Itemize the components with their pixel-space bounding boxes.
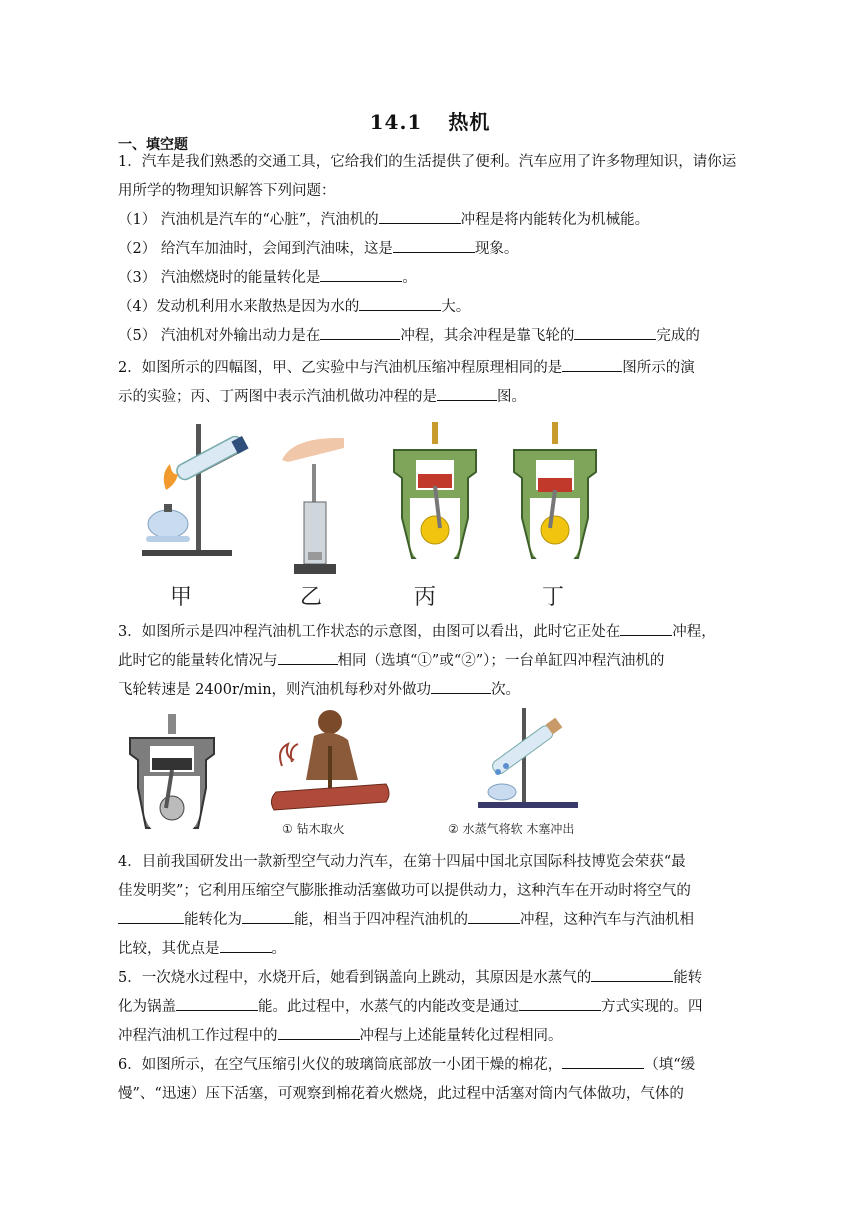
question-6-line-1: 6．如图所示，在空气压缩引火仪的玻璃筒底部放一小团干燥的棉花， （填“缓 xyxy=(118,1051,695,1080)
figure-label-jia: 甲 xyxy=(170,585,193,610)
answer-blank[interactable] xyxy=(393,237,475,253)
question-3-line-1: 3．如图所示是四冲程汽油机工作状态的示意图，由图可以看出，此时它正处在 冲程， xyxy=(118,618,716,647)
answer-blank[interactable] xyxy=(437,385,497,401)
figure-caption-2: ② 水蒸气将软 木塞冲出 xyxy=(448,822,575,836)
question-1-sub-1: （1） 汽油机是汽车的“心脏”，汽油机的 冲程是将内能转化为机械能。 xyxy=(118,206,649,235)
answer-blank[interactable] xyxy=(431,678,491,694)
question-3-figures xyxy=(118,706,742,842)
answer-blank[interactable] xyxy=(278,649,338,665)
answer-blank[interactable] xyxy=(562,356,622,372)
air-compression-igniter-illustration xyxy=(276,434,356,584)
answer-blank[interactable] xyxy=(242,908,294,924)
answer-blank[interactable] xyxy=(379,208,461,224)
engine-stroke-illustration-c xyxy=(390,420,480,570)
question-1-sub-3: （3） 汽油燃烧时的能量转化是 。 xyxy=(118,264,417,293)
section-heading: 一、填空题 xyxy=(118,137,188,153)
answer-blank[interactable] xyxy=(359,295,441,311)
question-5-line-1: 5．一次烧水过程中，水烧开后，她看到锅盖向上跳动，其原因是水蒸气的 能转 xyxy=(118,964,702,993)
answer-blank[interactable] xyxy=(574,324,656,340)
question-5-line-2: 化为锅盖 能。此过程中，水蒸气的内能改变是通过 方式实现的。四 xyxy=(118,993,703,1022)
answer-blank[interactable] xyxy=(562,1053,644,1069)
question-3-line-2: 此时它的能量转化情况与 相同（选填“①”或“②”）；一台单缸四冲程汽油机的 xyxy=(118,647,664,676)
answer-blank[interactable] xyxy=(320,266,402,282)
figure-label-yi: 乙 xyxy=(300,585,323,610)
figure-label-bing: 丙 xyxy=(414,585,437,610)
steam-cork-illustration xyxy=(458,706,598,818)
answer-blank[interactable] xyxy=(220,937,272,953)
question-4-line-4: 比较，其优点是 。 xyxy=(118,935,286,964)
answer-blank[interactable] xyxy=(468,908,520,924)
question-2-figures xyxy=(118,420,742,610)
engine-state-illustration xyxy=(128,712,218,840)
question-1-sub-4: （4）发动机利用水来散热是因为水的 大。 xyxy=(118,293,470,322)
question-1-stem: 1．汽车是我们熟悉的交通工具，它给我们的生活提供了便利。汽车应用了许多物理知识，请你运用所学的物理知识解答下列问题： xyxy=(118,154,737,199)
page-title: 14.1 热机 xyxy=(369,110,491,134)
answer-blank[interactable] xyxy=(320,324,400,340)
answer-blank[interactable] xyxy=(118,908,184,924)
figure-label-ding: 丁 xyxy=(542,585,565,610)
answer-blank[interactable] xyxy=(278,1024,360,1040)
answer-blank[interactable] xyxy=(620,620,672,636)
answer-blank[interactable] xyxy=(519,995,601,1011)
test-tube-heating-illustration xyxy=(130,420,260,560)
figure-caption-1: ① 钻木取火 xyxy=(282,822,345,836)
question-3-line-3: 飞轮转速是 2400r/min，则汽油机每秒对外做功 次。 xyxy=(118,676,520,705)
question-1-sub-5: （5） 汽油机对外输出动力是在 冲程，其余冲程是靠飞轮的 完成的 xyxy=(118,322,700,351)
drilling-wood-fire-illustration xyxy=(268,706,398,818)
answer-blank[interactable] xyxy=(591,966,673,982)
question-5-line-3: 冲程汽油机工作过程中的 冲程与上述能量转化过程相同。 xyxy=(118,1022,563,1051)
question-2-line-1: 2．如图所示的四幅图，甲、乙实验中与汽油机压缩冲程原理相同的是 图所示的演 xyxy=(118,354,695,383)
question-6-line-2: 慢”、“迅速）压下活塞，可观察到棉花着火燃烧，此过程中活塞对筒内气体做功，气体的 xyxy=(118,1086,684,1102)
answer-blank[interactable] xyxy=(176,995,258,1011)
question-4-line-2: 佳发明奖”；它利用压缩空气膨胀推动活塞做功可以提供动力，这种汽车在开动时将空气的 xyxy=(118,883,691,899)
engine-stroke-illustration-d xyxy=(510,420,600,570)
question-4-line-1: 4．目前我国研发出一款新型空气动力汽车，在第十四届中国北京国际科技博览会荣获“最 xyxy=(118,854,686,870)
question-2-line-2: 示的实验；丙、丁两图中表示汽油机做功冲程的是 图。 xyxy=(118,383,526,412)
question-4-line-3: 能转化为 能，相当于四冲程汽油机的 冲程，这种汽车与汽油机相 xyxy=(118,906,694,935)
question-1-sub-2: （2） 给汽车加油时，会闻到汽油味，这是 现象。 xyxy=(118,235,518,264)
